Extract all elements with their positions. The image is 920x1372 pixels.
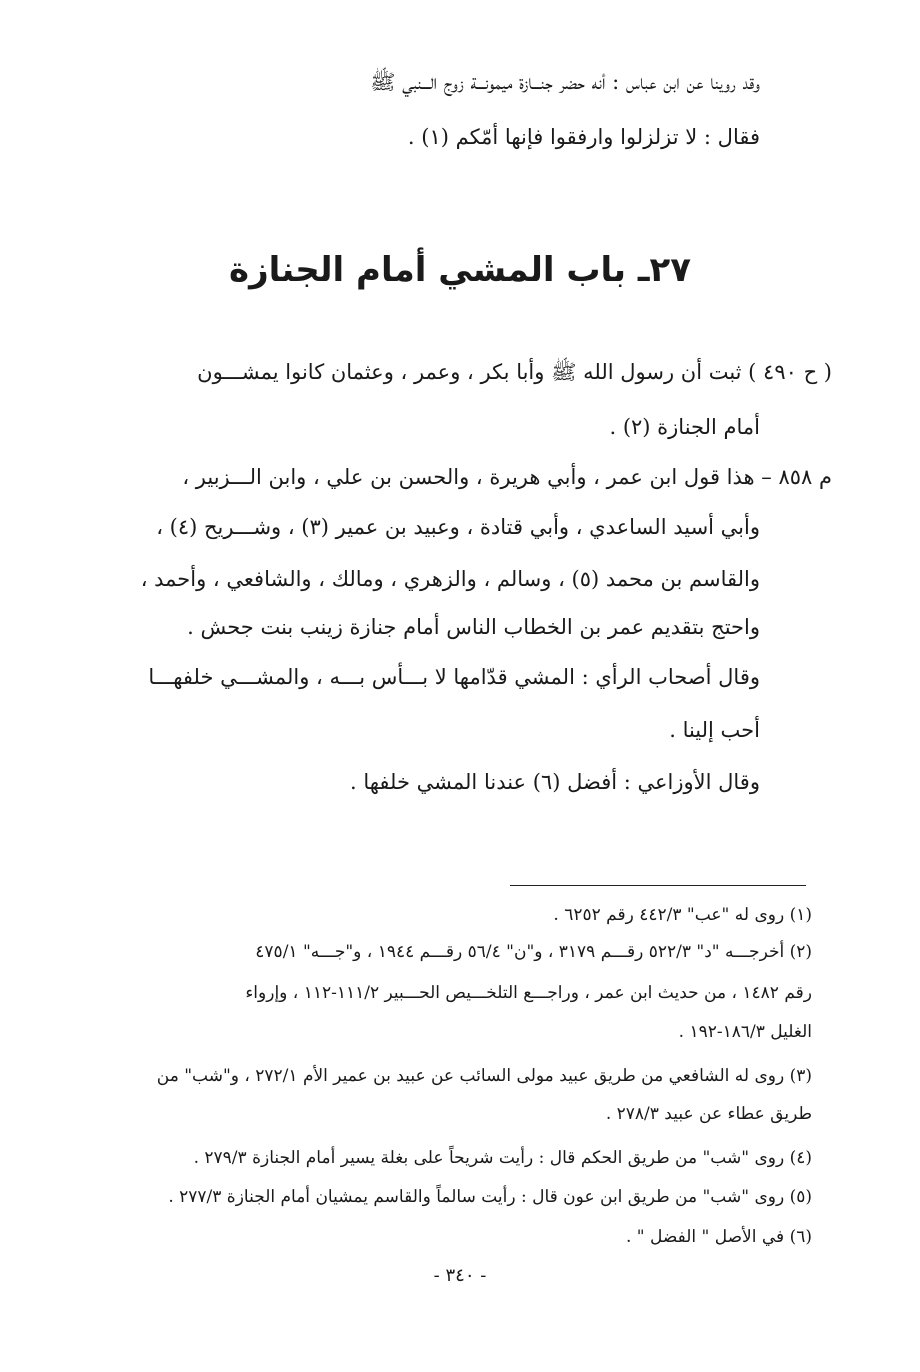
paragraph-line-2: وأبي أسيد الساعدي ، وأبي قتادة ، وعبيد بن عمير (٣) ، وشـــريح (٤) ، (156, 515, 760, 539)
paragraph-line-3: والقاسم بن محمد (٥) ، وسالم ، والزهري ، ومالك ، والشافعي ، وأحمد ، (140, 567, 760, 591)
footnote-2-line-1: (٢) أخرجـــه "د" ٥٢٢/٣ رقـــم ٣١٧٩ ، و"ن" ٥٦/٤ رقـــم ١٩٤٤ ، و"جـــه" ٤٧٥/١ (255, 942, 812, 962)
paragraph-line-7: وقال الأوزاعي : أفضل (٦) عندنا المشي خلفها . (350, 770, 760, 794)
hadith-line-2: أمام الجنازة (٢) . (609, 415, 760, 439)
paragraph-line-5: وقال أصحاب الرأي : المشي قدّامها لا بـــأس بـــه ، والمشـــي خلفهـــا (148, 665, 760, 689)
page-number: - ٣٤٠ - (433, 1265, 487, 1286)
intro-line-2: فقال : لا تزلزلوا وارفقوا فإنها أمّكم (١) . (407, 125, 760, 149)
footnote-6: (٦) في الأصل " الفضل " . (625, 1227, 812, 1247)
footnote-2-line-3: الغليل ١٨٦/٣-١٩٢ . (678, 1022, 812, 1042)
paragraph-line-1: م ٨٥٨ – هذا قول ابن عمر ، وأبي هريرة ، والحسن بن علي ، وابن الـــزبير ، (182, 465, 832, 489)
intro-line-1: وقد روينا عن ابن عباس : أنه حضر جنـــازة ميمونـــة زوج الـــنبي ﷺ (370, 70, 760, 94)
chapter-title: ٢٧ـ باب المشي أمام الجنازة (229, 250, 691, 290)
footnote-3-line-2: طريق عطاء عن عبيد ٢٧٨/٣ . (605, 1104, 812, 1124)
paragraph-line-6: أحب إلينا . (669, 718, 760, 742)
footnote-2-line-2: رقم ١٤٨٢ ، من حديث ابن عمر ، وراجـــع التلخـــيص الحـــبير ١١١/٢-١١٢ ، وإرواء (245, 983, 812, 1003)
footnote-5: (٥) روى "شب" من طريق ابن عون قال : رأيت سالماً والقاسم يمشيان أمام الجنازة ٢٧٧/٣ . (168, 1187, 812, 1207)
footnote-1: (١) روى له "عب" ٤٤٢/٣ رقم ٦٢٥٢ . (553, 905, 812, 925)
footnote-divider (510, 885, 806, 886)
footnote-4: (٤) روى "شب" من طريق الحكم قال : رأيت شريحاً على بغلة يسير أمام الجنازة ٢٧٩/٣ . (193, 1148, 812, 1168)
paragraph-line-4: واحتج بتقديم عمر بن الخطاب الناس أمام جنازة زينب بنت جحش . (187, 615, 760, 639)
hadith-line-1: ( ح ٤٩٠ ) ثبت أن رسول الله ﷺ وأبا بكر ، وعمر ، وعثمان كانوا يمشـــون (197, 360, 832, 384)
footnote-3-line-1: (٣) روى له الشافعي من طريق عبيد مولى السائب عن عبيد بن عمير الأم ٢٧٢/١ ، و"شب" من (156, 1066, 812, 1086)
